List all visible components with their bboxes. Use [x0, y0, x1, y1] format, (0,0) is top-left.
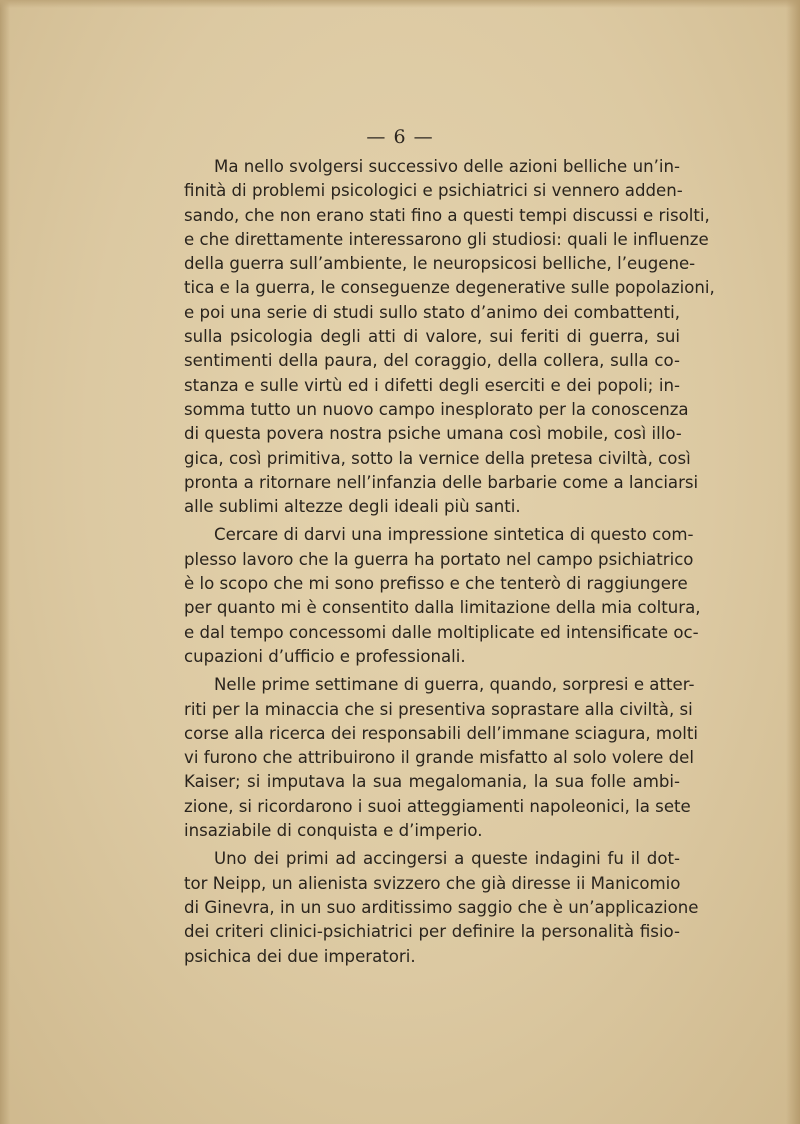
text-line: sando, che non erano stati fino a questi tempi discussi e risolti,	[184, 205, 710, 225]
text-line: e dal tempo concessomi dalle moltiplicate ed intensificate oc-	[184, 622, 699, 642]
text-line: cupazioni d’ufficio e professionali.	[184, 646, 466, 666]
page-edge-shadow-right	[786, 0, 800, 1124]
text-line: dei criteri clinici-psichiatrici per definire la personalità fisio-	[184, 922, 680, 942]
text-line: Kaiser; si imputava la sua megalomania, la sua folle ambi-	[184, 772, 680, 792]
text-line: è lo scopo che mi sono prefisso e che tenterò di raggiungere	[184, 574, 688, 594]
text-line: psichica dei due imperatori.	[184, 946, 416, 966]
paragraph	[184, 673, 698, 843]
text-line: stanza e sulle virtù ed i difetti degli eserciti e dei popoli; in-	[184, 375, 680, 395]
text-line: tor Neipp, un alienista svizzero che già diresse ii Manicomio	[184, 873, 681, 893]
paragraph	[184, 847, 699, 968]
page-edge-shadow-top	[0, 0, 800, 8]
text-line: Uno dei primi ad accingersi a queste indagini fu il dot-	[214, 849, 680, 869]
text-line: finità di problemi psicologici e psichiatrici si vennero adden-	[184, 181, 683, 201]
text-line: alle sublimi altezze degli ideali più santi.	[184, 497, 521, 517]
text-line: Ma nello svolgersi successivo delle azioni belliche un’in-	[214, 157, 680, 176]
text-line: e che direttamente interessarono gli studiosi: quali le influenze	[184, 229, 709, 249]
text-line: per quanto mi è consentito dalla limitazione della mia coltura,	[184, 598, 701, 618]
text-line: di Ginevra, in un suo arditissimo saggio che è un’applicazione	[184, 897, 699, 917]
text-line: sentimenti della paura, del coraggio, della collera, sulla co-	[184, 351, 680, 371]
text-line: della guerra sull’ambiente, le neuropsicosi belliche, l’eugene-	[184, 254, 696, 274]
text-line: tica e la guerra, le conseguenze degenerative sulle popolazioni,	[184, 278, 715, 298]
body-text	[184, 155, 715, 969]
page-number: — 6 —	[366, 126, 434, 148]
page-edge-shadow-left	[0, 0, 10, 1124]
text-line: corse alla ricerca dei responsabili dell’immane sciagura, molti	[184, 723, 698, 743]
text-line: plesso lavoro che la guerra ha portato nel campo psichiatrico	[184, 549, 694, 569]
text-line: e poi una serie di studi sullo stato d’animo dei combattenti,	[184, 302, 680, 322]
text-line: di questa povera nostra psiche umana così mobile, così illo-	[184, 424, 682, 444]
text-line: pronta a ritornare nell’infanzia delle barbarie come a lanciarsi	[184, 472, 699, 492]
text-line: insaziabile di conquista e d’imperio.	[184, 821, 483, 841]
text-line: Nelle prime settimane di guerra, quando, sorpresi e atter-	[214, 675, 695, 695]
text-line: zione, si ricordarono i suoi atteggiamenti napoleonici, la sete	[184, 796, 691, 816]
text-line: Cercare di darvi una impressione sintetica di questo com-	[214, 525, 694, 545]
text-line: riti per la minaccia che si presentiva soprastare alla civiltà, si	[184, 699, 693, 719]
text-line: gica, così primitiva, sotto la vernice della pretesa civiltà, così	[184, 448, 691, 468]
paragraph	[184, 523, 701, 669]
text-line: sulla psicologia degli atti di valore, sui feriti di guerra, sui	[184, 327, 680, 347]
text-line: somma tutto un nuovo campo inesplorato per la conoscenza	[184, 399, 689, 419]
paragraph	[184, 155, 715, 519]
text-line: vi furono che attribuirono il grande misfatto al solo volere del	[184, 748, 694, 768]
